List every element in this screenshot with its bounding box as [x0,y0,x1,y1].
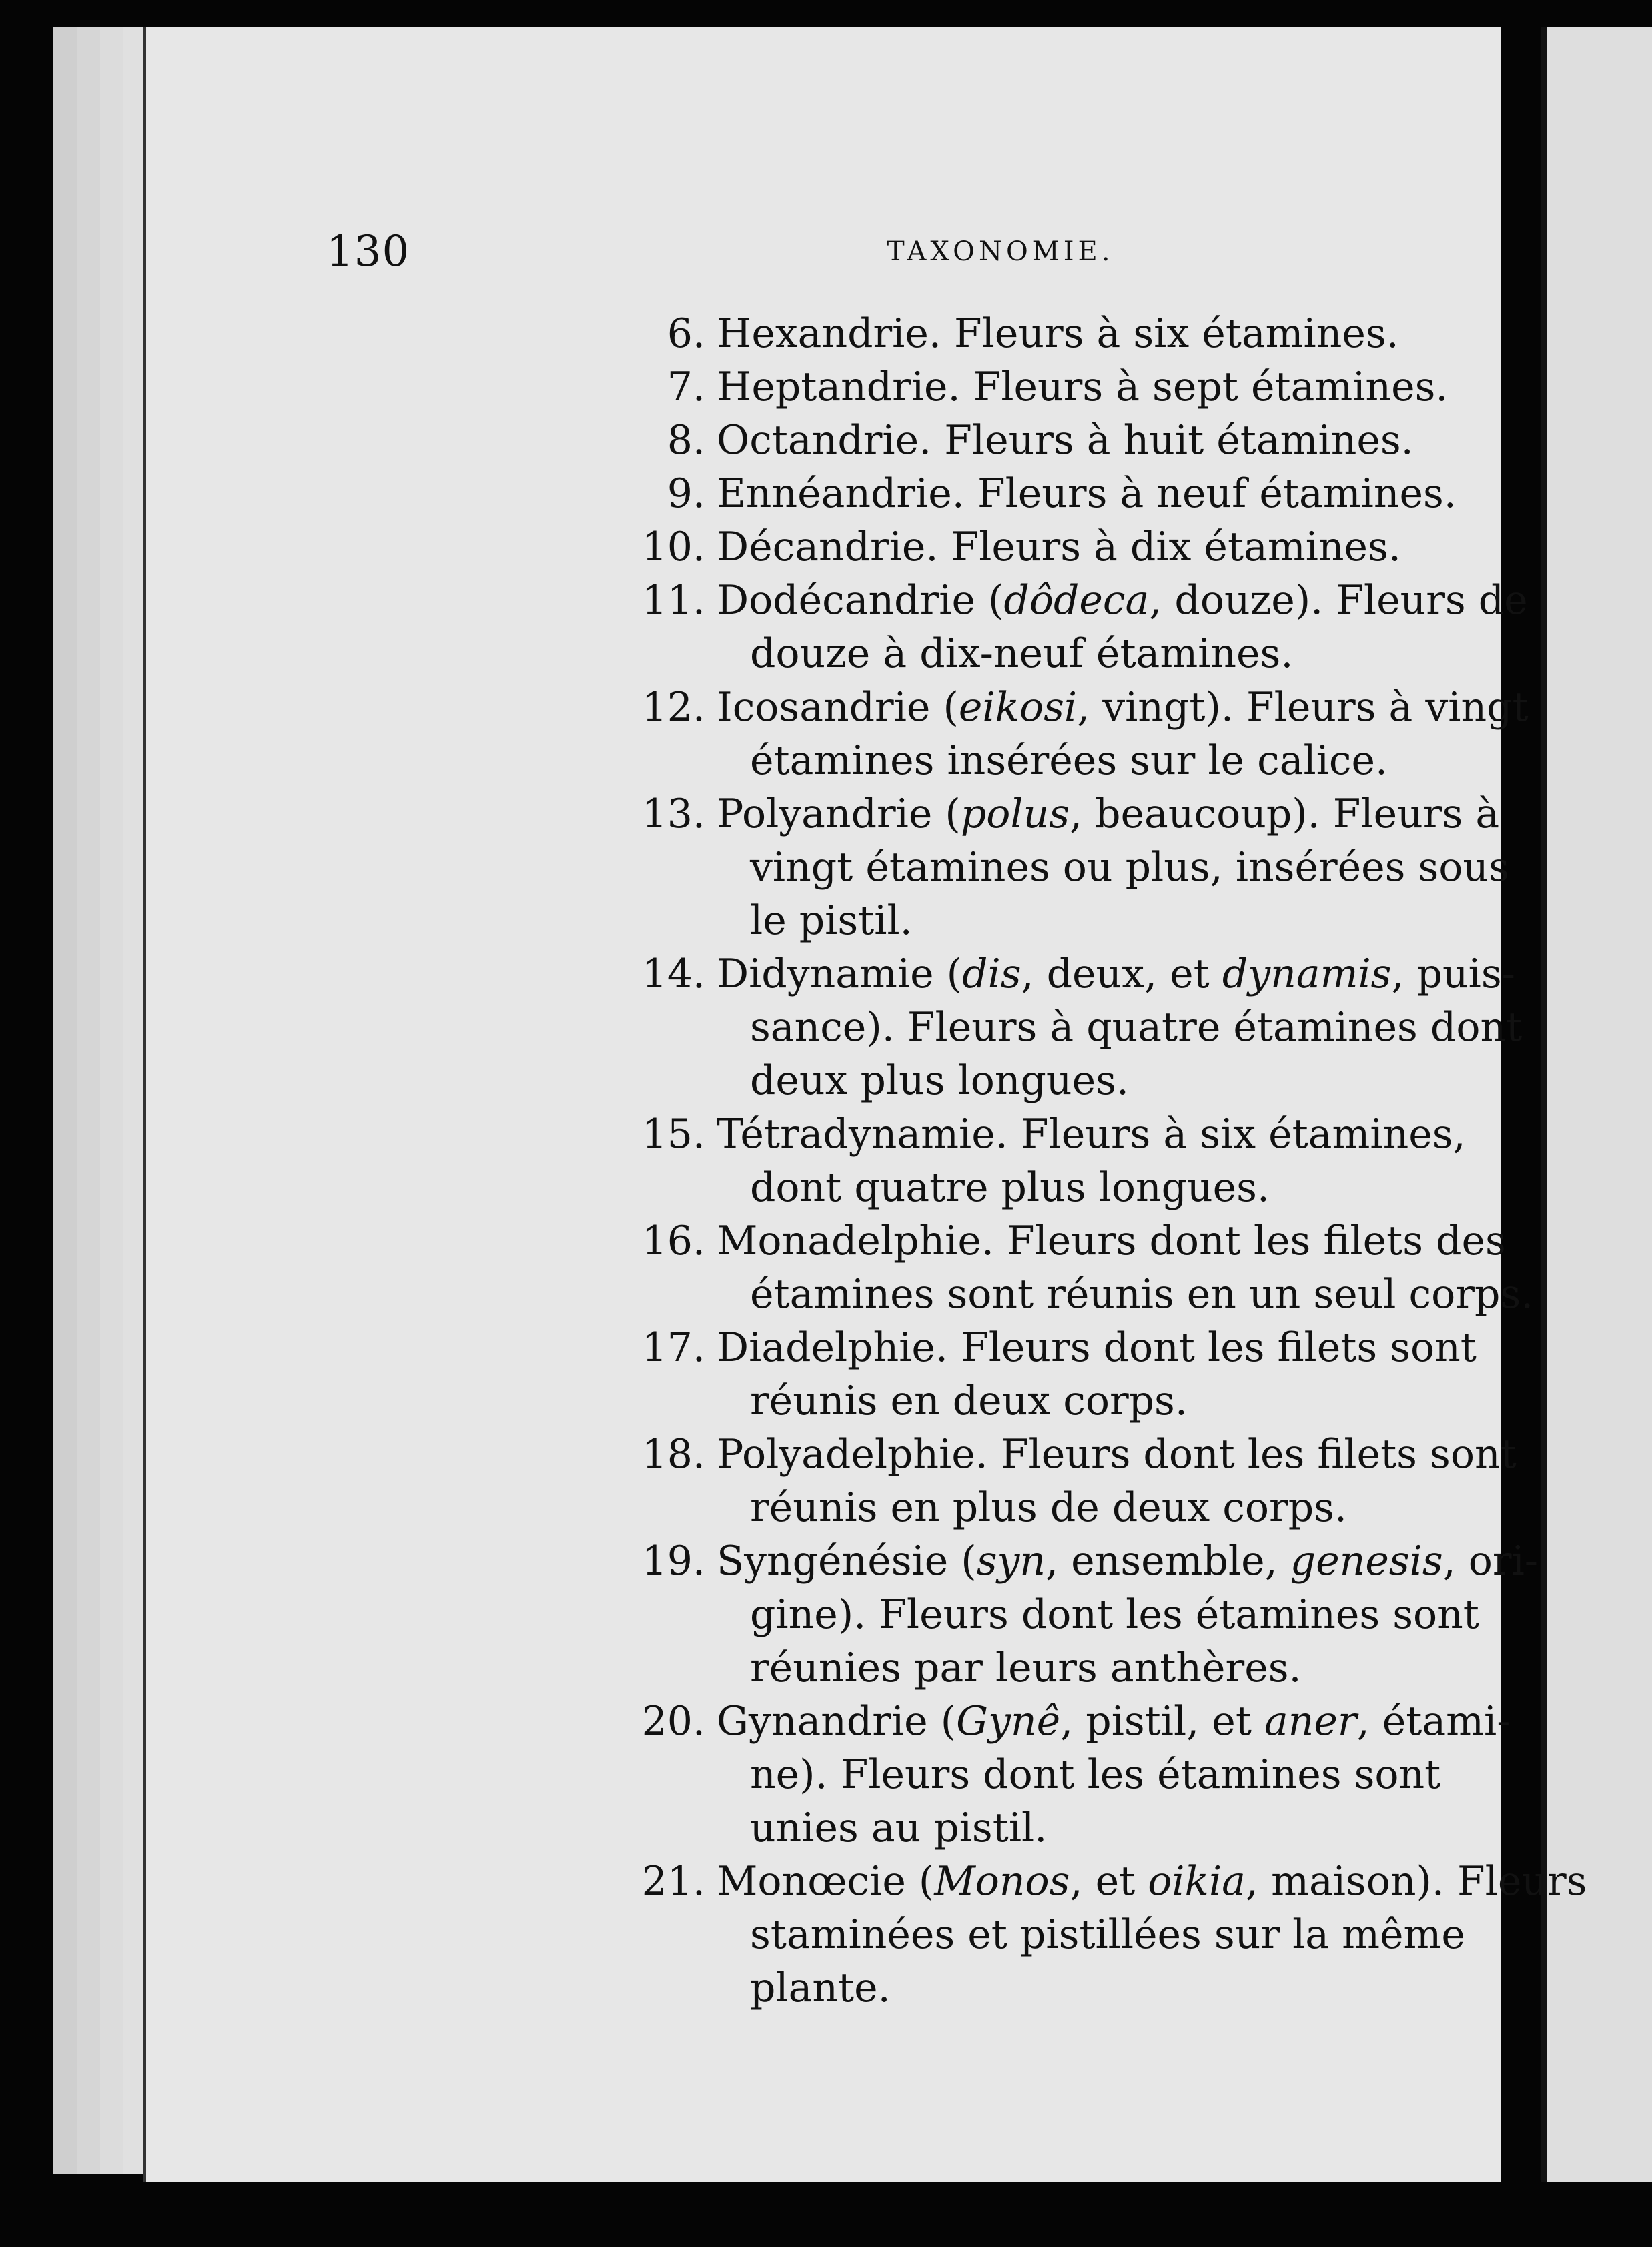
item-number: 16. [641,1218,705,1264]
item-number: 8. [667,417,705,464]
item-number: 11. [641,577,705,624]
list-item [627,307,1547,360]
item-text: Monadelphie. Fleurs dont les filets des étamines sont réunis en un seul corps. [717,1218,1534,1318]
item-text: Diadelphie. Fleurs dont les filets sont réunis en deux corps. [717,1324,1477,1424]
list-item [627,1428,1547,1534]
etymology: eikosi [958,684,1078,731]
item-text: Gynandrie (Gynê, pistil, et aner, étami- ne). Fleurs dont les étamines sont unies au pistil. [717,1698,1511,1851]
item-text: Ennéandrie. Fleurs à neuf étamines. [717,470,1457,517]
list-item [627,1214,1547,1321]
etymology: syn [976,1538,1046,1585]
list-item [627,681,1547,787]
list-item [627,520,1547,574]
etymology: polus [960,791,1070,837]
item-text: Tétradynamie. Fleurs à six étamines, dont quatre plus longues. [717,1111,1466,1211]
etymology: genesis [1290,1538,1443,1585]
item-text: Monœcie (Monos, et oikia, maison). Fleurs staminées et pistillées sur la même plante. [717,1858,1587,2011]
item-text: Syngénésie (syn, ensemble, genesis, ori- gine). Fleurs dont les étamines sont réunies par leurs anthères. [717,1538,1539,1691]
item-number: 15. [641,1111,705,1158]
item-number: 12. [641,684,705,731]
etymology: Gynê [956,1698,1061,1745]
item-text: Décandrie. Fleurs à dix étamines. [717,524,1401,570]
list-item [627,947,1547,1107]
list-item [627,574,1547,681]
list-item [627,1107,1547,1214]
item-text: Icosandrie (eikosi, vingt). Fleurs à vingt étamines insérées sur le calice. [717,684,1529,784]
etymology: oikia [1148,1858,1246,1905]
list-item [627,414,1547,467]
page-number: 130 [326,227,410,276]
item-number: 7. [667,364,705,410]
item-text: Polyandrie (polus, beaucoup). Fleurs à vingt étamines ou plus, insérées sous le pistil. [717,791,1509,944]
page-header [326,227,1527,280]
etymology: dôdeca [1003,577,1150,624]
list-item [627,467,1547,520]
list-item [627,1695,1547,1855]
item-number: 21. [641,1858,705,1905]
etymology: aner [1264,1698,1357,1745]
item-text: Dodécandrie (dôdeca, douze). Fleurs de douze à dix-neuf étamines. [717,577,1528,677]
list-item [627,787,1547,947]
item-number: 17. [641,1324,705,1371]
etymology: Monos [934,1858,1070,1905]
item-number: 6. [667,310,705,357]
list-item [627,1534,1547,1695]
list-item [627,1321,1547,1428]
list-item [627,360,1547,414]
etymology: dis [962,951,1021,997]
item-text: Didynamie (dis, deux, et dynamis, puis- sance). Fleurs à quatre étamines dont deux plus longues. [717,951,1523,1104]
item-text: Polyadelphie. Fleurs dont les filets sont réunis en plus de deux corps. [717,1431,1517,1531]
item-number: 20. [641,1698,705,1745]
item-number: 13. [641,791,705,837]
etymology: dynamis [1222,951,1392,997]
running-head: TAXONOMIE. [887,236,1114,267]
item-number: 10. [641,524,705,570]
item-text: Heptandrie. Fleurs à sept étamines. [717,364,1449,410]
item-number: 18. [641,1431,705,1478]
item-number: 19. [641,1538,705,1585]
item-text: Hexandrie. Fleurs à six étamines. [717,310,1399,357]
item-number: 9. [667,470,705,517]
item-number: 14. [641,951,705,997]
book-page [143,27,1587,2182]
list-item [627,1855,1587,2015]
classification-list [627,307,1587,2015]
item-text: Octandrie. Fleurs à huit étamines. [717,417,1414,464]
